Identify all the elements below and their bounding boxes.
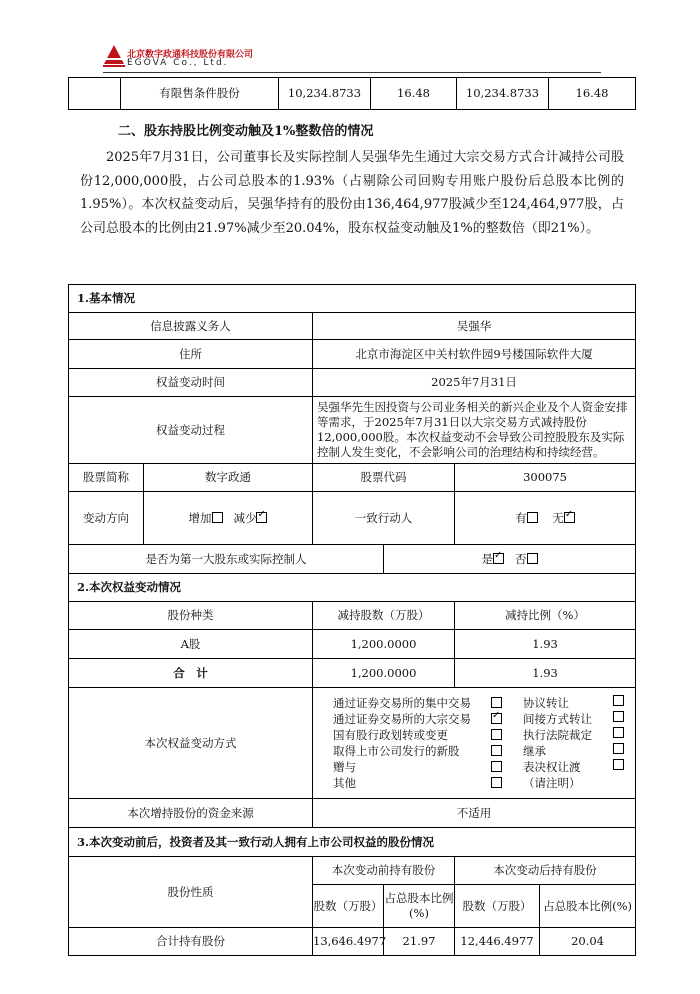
direction-options: 增加 减少✓ xyxy=(144,492,313,545)
section-header-holdings: 3.本次变动前后，投资者及其一致行动人拥有上市公司权益的股份情况 xyxy=(69,828,636,857)
equity-change-table xyxy=(68,284,636,956)
change-time-value: 2025年7月31日 xyxy=(313,369,636,397)
table-row: 股数（万股） 占总股本比例(%) 股数（万股） 占总股本比例(%) xyxy=(69,885,636,928)
restricted-shares-table xyxy=(68,77,636,110)
before-ratio: 21.97 xyxy=(384,928,455,956)
restricted-before-shares: 10,234.8733 xyxy=(279,78,371,110)
egova-logo-icon xyxy=(103,44,125,68)
method-checkbox[interactable] xyxy=(613,727,624,738)
logo-company-name: 北京数字政通科技股份有限公司 xyxy=(127,50,254,60)
restricted-after-ratio: 16.48 xyxy=(549,78,636,110)
concert-yes-checkbox[interactable] xyxy=(527,512,538,523)
section-header-change: 2.本次权益变动情况 xyxy=(69,574,636,602)
table-row: 住所 北京市海淀区中关村软件园9号楼国际软件大厦 xyxy=(69,340,636,369)
concert-options: 有 无✓ xyxy=(455,492,636,545)
section-title: 二、股东持股比例变动触及1%整数倍的情况 xyxy=(118,124,374,139)
concert-no-checkbox[interactable] xyxy=(564,512,575,523)
logo-english-name: EGOVA Co., Ltd. xyxy=(127,58,229,68)
after-ratio: 20.04 xyxy=(540,928,636,956)
table-row: 股票简称 数字政通 股票代码 300075 xyxy=(69,464,636,492)
table-row: 股份性质 本次变动前持有股份 本次变动后持有股份 xyxy=(69,857,636,885)
header-divider xyxy=(103,72,601,73)
change-process-value: 吴强华先生因投资与公司业务相关的新兴企业及个人资金安排等需求，于2025年7月31日以大宗交易方式减持股份12,000,000股。本次权益变动不会导致公司控股股东及实际控制人发生变化，不会影响公司的治理结构和持续经营。 xyxy=(313,397,636,464)
table-row: 合 计 1,200.0000 1.93 xyxy=(69,659,636,688)
table-row: 本次增持股份的资金来源 不适用 xyxy=(69,799,636,828)
table-row: 变动方向 增加 减少✓ 一致行动人 有 无✓ xyxy=(69,492,636,545)
method-checkbox[interactable] xyxy=(613,711,624,722)
before-shares: 13,646.4977 xyxy=(313,928,384,956)
change-method-options xyxy=(313,688,636,799)
section-paragraph: 2025年7月31日，公司董事长及实际控制人吴强华先生通过大宗交易方式合计减持公司股份12,000,000股，占公司总股本的1.93%（占剔除公司回购专用账户股份后总股本比例的1.95%）。本次权益变动后，吴强华持有的股份由136,464,977股减少至124,464,977股，占公司总股本的比例由21.97%减少至20.04%，股东权益变动触及1%的整数倍（即21%）。 xyxy=(80,150,624,236)
stock-code-value: 300075 xyxy=(455,464,636,492)
method-row: 通过证券交易所的集中交易 协议转让 xyxy=(333,695,635,711)
method-checkbox[interactable] xyxy=(613,759,624,770)
method-row: 国有股行政划转或变更 执行法院裁定 xyxy=(333,727,635,743)
address-value: 北京市海淀区中关村软件园9号楼国际软件大厦 xyxy=(313,340,636,369)
restricted-label: 有限售条件股份 xyxy=(121,78,279,110)
largest-options: 是✓ 否 xyxy=(384,545,636,574)
fund-source-value: 不适用 xyxy=(313,799,636,828)
table-row: 是否为第一大股东或实际控制人 是✓ 否 xyxy=(69,545,636,574)
method-checkbox[interactable] xyxy=(613,695,624,706)
method-checkbox[interactable] xyxy=(491,761,502,772)
table-row: 权益变动过程 吴强华先生因投资与公司业务相关的新兴企业及个人资金安排等需求，于2025年7月31日以大宗交易方式减持股份12,000,000股。本次权益变动不会导致公司控股股东及实际控制人发生变化，不会影响公司的治理结构和持续经营。 xyxy=(69,397,636,464)
table-row: 股份种类 减持股数（万股） 减持比例（%） xyxy=(69,602,636,630)
method-checkbox[interactable] xyxy=(491,745,502,756)
method-row: 赠与 表决权让渡 xyxy=(333,759,635,775)
method-checkbox[interactable] xyxy=(491,777,502,788)
method-row: 通过证券交易所的大宗交易 ✓ 间接方式转让 xyxy=(333,711,635,727)
largest-no-checkbox[interactable] xyxy=(527,553,538,564)
method-checkbox[interactable] xyxy=(491,713,502,724)
restricted-before-ratio: 16.48 xyxy=(371,78,457,110)
method-checkbox[interactable] xyxy=(491,729,502,740)
method-row: 其他 （请注明） xyxy=(333,776,581,790)
table-row: 合计持有股份 13,646.4977 21.97 12,446.4977 20.04 xyxy=(69,928,636,956)
stock-abbr-value: 数字政通 xyxy=(144,464,313,492)
method-checkbox[interactable] xyxy=(613,743,624,754)
table-row xyxy=(69,78,636,110)
discloser-value: 吴强华 xyxy=(313,313,636,340)
method-checkbox[interactable] xyxy=(491,697,502,708)
method-row: 取得上市公司发行的新股 继承 xyxy=(333,743,635,759)
table-row: 本次权益变动方式 通过证券交易所的集中交易 协议转让 通过证券交易所的大宗交易 ✓ 间接方式转让 国有股行政划转或变更 执行法院裁定 取得上市公司发行的新股 继承 赠与 表决权让渡 其他 （请注明） xyxy=(69,688,636,799)
table-row: 权益变动时间 2025年7月31日 xyxy=(69,369,636,397)
section-header-basic: 1.基本情况 xyxy=(69,285,636,313)
after-shares: 12,446.4977 xyxy=(455,928,540,956)
largest-yes-checkbox[interactable] xyxy=(493,553,504,564)
restricted-after-shares: 10,234.8733 xyxy=(457,78,549,110)
table-row: 信息披露义务人 吴强华 xyxy=(69,313,636,340)
increase-checkbox[interactable] xyxy=(212,512,223,523)
decrease-checkbox[interactable] xyxy=(256,512,267,523)
company-logo xyxy=(103,44,253,72)
table-row: A股 1,200.0000 1.93 xyxy=(69,630,636,659)
